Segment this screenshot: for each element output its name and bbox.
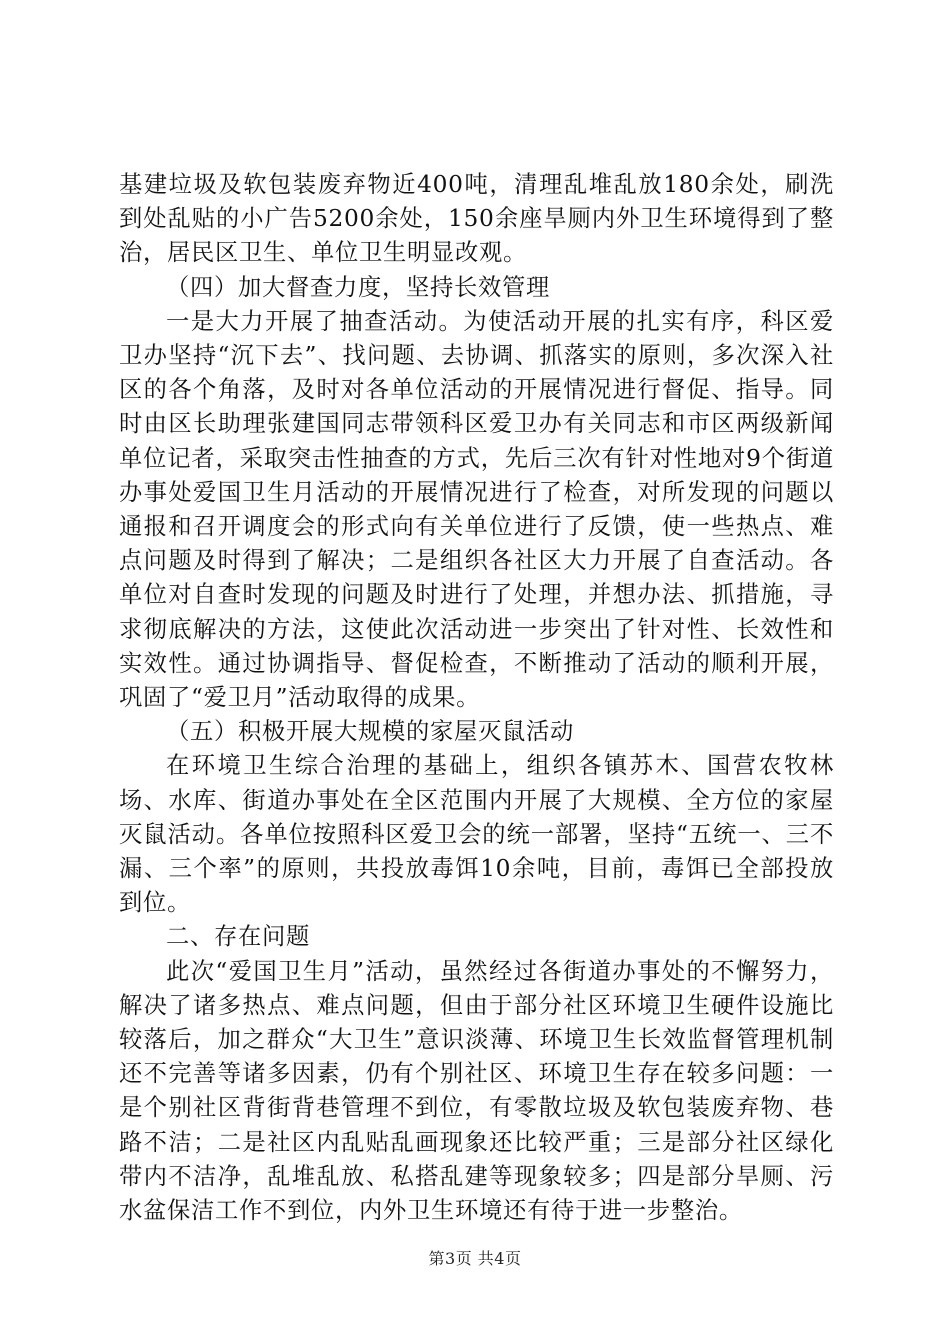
paragraph-rodent-control: 在环境卫生综合治理的基础上，组织各镇苏木、国营农牧林场、水库、街道办事处在全区范围内开展了大规模、全方位的家屋灭鼠活动。各单位按照科区爱卫会的统一部署，坚持“五统一、三不漏、三个率”的原则，共投放毒饵10余吨，目前，毒饵已全部投放到位。 [119, 752, 834, 917]
paragraph-problems: 此次“爱国卫生月”活动，虽然经过各街道办事处的不懈努力，解决了诸多热点、难点问题，但由于部分社区环境卫生硬件设施比较落后，加之群众“大卫生”意识淡薄、环境卫生长效监督管理机制还不完善等诸多因素，仍有个别社区、环境卫生存在较多问题：一是个别社区背街背巷管理不到位，有零散垃圾及软包装废弃物、巷路不洁；二是社区内乱贴乱画现象还比较严重；三是部分社区绿化带内不洁净，乱堆乱放、私搭乱建等现象较多；四是部分旱厕、污水盆保洁工作不到位，内外卫生环境还有待于进一步整治。 [119, 957, 834, 1225]
section-heading-4: （四）加大督查力度，坚持长效管理 [166, 273, 550, 301]
section-heading-problems: 二、存在问题 [166, 923, 310, 951]
page-number-footer: 第3页 共4页 [428, 1249, 522, 1268]
paragraph-continued: 基建垃圾及软包装废弃物近400吨，清理乱堆乱放180余处，刷洗到处乱贴的小广告5200余处，150余座旱厕内外卫生环境得到了整治，居民区卫生、单位卫生明显改观。 [119, 171, 834, 267]
document-body [119, 168, 834, 1228]
section-heading-5: （五）积极开展大规模的家屋灭鼠活动 [166, 718, 574, 746]
paragraph-inspection: 一是大力开展了抽查活动。为使活动开展的扎实有序，科区爱卫办坚持“沉下去”、找问题、去协调、抓落实的原则，多次深入社区的各个角落，及时对各单位活动的开展情况进行督促、指导。同时由区长助理张建国同志带领科区爱卫办有关同志和市区两级新闻单位记者，采取突击性抽查的方式，先后三次有针对性地对9个街道办事处爱国卫生月活动的开展情况进行了检查，对所发现的问题以通报和召开调度会的形式向有关单位进行了反馈，使一些热点、难点问题及时得到了解决；二是组织各社区大力开展了自查活动。各单位对自查时发现的问题及时进行了处理，并想办法、抓措施，寻求彻底解决的方法，这使此次活动进一步突出了针对性、长效性和实效性。通过协调指导、督促检查，不断推动了活动的顺利开展，巩固了“爱卫月”活动取得的成果。 [119, 307, 834, 712]
